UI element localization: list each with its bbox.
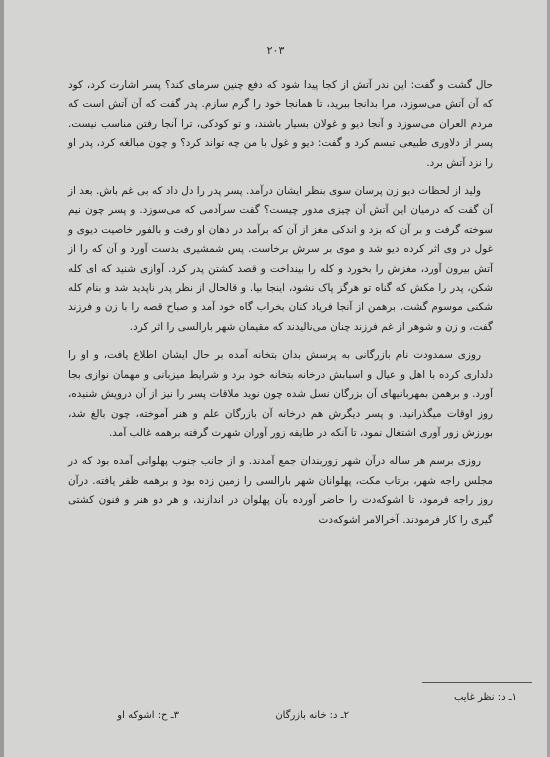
footnote-2: ۲ـ د: خانه بازرگان <box>275 710 349 721</box>
paragraph: روزی برسم هر ساله درآن شهر زوربندان جمع آمدند. و از جانب جنوب پهلوانی آمده بود که در مجلس راجه شهر، برتاب مکت، پهلوانان شهر بارالسی را زمین زده بود و برهمه ظفر یافته. درآن روز راجه فرمود، تا اشوکه‌دت را حاضر آورده بآن پهلوان در اندازند، و هر دو هنر و فنون کشتی گیری را کار فرمودند. آخرالامر اشوکه‌دت <box>68 455 493 526</box>
footnote-3: ۳ـ ح: اشوکه او <box>117 710 179 721</box>
paragraph: حال گشت و گفت: این ندر آتش از کجا پیدا شود که دفع چنین سرمای کند؟ پسر اشارت کرد، کود که آن آتش می‌سوزد، مرا بدانجا ببرید، تا همانجا خود را گرم سازم. پدر گفت که آن آتش است که مردم العران می‌سوزد و آنجا دیو و غولان بسیار باشند، و تو کودکی، ترا آنجا رفتن مناسب نیست. پسر از دلاوری طبیعی تبسم کرد و گفت: دیو و غول با من چه تواند کرد؟ و چون مبالغه کرد، پدر او را نزد آتش برد. <box>68 79 493 169</box>
footnote-divider <box>422 682 532 683</box>
paragraph: ولید از لحظات دیو زن پرسان سوی بنظر ایشان درآمد. پسر پدر را دل داد که بی غم باش. بعد از آن گفت که درمیان این آتش آن چیزی مدور چیست؟ گفت سرآدمی که می‌سوزد. و پسر چون نیم سوخته گرفت و بر آن که بزد و اندکی مغز از آن که برآمد در دهان او رفت و بالفور خاصیت دیوی و غول در وی اثر کرده دیو شد و موی بر سرش برخاست. پس شمشیری بدست آورد و آن که را از آتش بیرون آورد، مغزش را بخورد و کله را بینداخت و قصد کشتن پدر کرد. آوازی شنید که ای کله شکن، پدر را مکش که گناه تو هرگز پاک نشود، اینجا بیا. و قالحال از نظر پدر ناپدید شد و بنام کله شکنی موسوم گشت. برهمن از آنجا فریاد کنان بخراب گاه خود آمد و صباح قصه را با زن و فرزند گفت، و زن و شوهر از غم فرزند چنان می‌نالیدند که مقیمان شهر بارالسی را اثر کرد. <box>68 185 493 333</box>
page-number: ۲۰۳ <box>266 44 285 57</box>
paragraph: روزی سمدودت نام بازرگانی به پرسش بدان بتخانه آمده بر حال ایشان اطلاع یافت، و او را دلداری کرده با اهل و عیال و اسبابش درخانه بتخانه خود برد و شرایط میزبانی و مهمان نوازی بجا آورد. و برهمن بمهربانیهای آن بزرگان نسل شده چون نوید ملاقات پسر را نیز از آن درویش شنیده، روز اوقات میگذرانید. و پسر دیگرش هم درخانه آن بازرگان علم و هنر آموخته، چون بالغ شد، بورزش زور آوری اشتغال نمود، تا آنکه در طایفه زور آوران شهرت گرفته برهمه غالب آمد. <box>68 349 493 439</box>
main-text <box>68 76 493 539</box>
footnote-1: ۱ـ د: نظر غایب <box>453 692 517 703</box>
